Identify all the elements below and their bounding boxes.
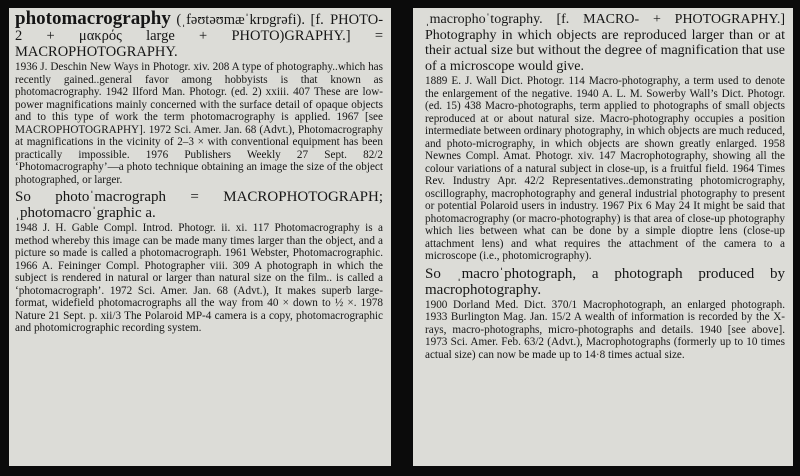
right-page-column bbox=[413, 8, 793, 466]
pronunciation: (ˌfəʊtəʊmæˈkrɒgrəfi). bbox=[176, 12, 305, 28]
quotation-block: 1900 Dorland Med. Dict. 370/1 Macrophotograph, an enlarged photograph. 1933 Burlington Mag. Jan. 15/2 A wealth of information is recorded by the X-rays, macro-photographs, micro-photographs and details. 1940 [see above]. 1973 Sci. Amer. Feb. 63/2 (Advt.), Macrophotographs (formerly up to 10 times actual size) can now be made up to 14·8 times actual size. bbox=[425, 298, 785, 361]
quotation-block: 1948 J. H. Gable Compl. Introd. Photogr. ii. xi. 117 Photomacrography is a method whereby this image can be made many times larger than the object, and a picture so made is called a photomacrograph. 1961 Webster, Photomacrographic. 1966 A. Feininger Compl. Photographer viii. 309 A photograph in which the subject is rendered in natural or larger than natural size on the film.. is called a ‘photomacrograph’. 1972 Sci. Amer. Jan. 68 (Advt.), It makes superb large-format, widefield photomacrographs all the way from 40 × down to ½ ×. 1978 Nature 21 Sept. p. xii/3 The Polaroid MP-4 camera is a copy, photomacrographic and photomicrographic recording system. bbox=[15, 222, 383, 334]
definition: ˌmacrophoˈtography. [f. MACRO- + PHOTOGRAPHY.] Photography in which objects are reproduced larger than or at their actual size but without the degree of magnification that use of a microscope would give. bbox=[425, 12, 785, 74]
headword: photomacrography bbox=[15, 8, 171, 29]
sub-entry: So ˌmacroˈphotograph, a photograph produced by macrophotography. bbox=[425, 265, 785, 298]
etymology: [f. PHOTO- 2 + μακρός large + PHOTO)GRAPHY.] = MACROPHOTOGRAPHY. bbox=[15, 12, 384, 60]
quotation-block: 1936 J. Deschin New Ways in Photogr. xiv. 208 A type of photography..which has recently gained..general favor among hobbyists is that known as photomacrography. 1942 Ilford Man. Photogr. (ed. 2) xxiii. 407 These are low-power magnifications mainly concerned with the surface detail of opaque objects and to this type of work the term photomacrography is applied. 1967 [see MACROPHOTOGRAPHY]. 1972 Sci. Amer. Jan. 68 (Advt.), Photomacrography at magnifications in the vicinity of 2–3 × with conventional equipment has been practically impossible. 1976 Publishers Weekly 27 Sept. 82/2 ‘Photomacrography’—a photo technique obtaining an image the size of the object photographed, or larger. bbox=[15, 61, 383, 186]
sub-entry: So photoˈmacrograph = MACROPHOTOGRAPH; ˌphotomacroˈgraphic a. bbox=[15, 189, 383, 221]
quotation-block: 1889 E. J. Wall Dict. Photogr. 114 Macro-photography, a term used to denote the enlargement of the negative. 1940 A. L. M. Sowerby Wall’s Dict. Photogr. (ed. 15) 438 Macro-photographs, term applied to photographs of small objects reproduced at or about natural size. Macro-photography occupies a position intermediate between ordinary photography, in which objects are much reduced, and photo-micrography, in which objects are shown greatly enlarged. 1958 Newnes Compl. Amat. Photogr. xiv. 147 Macrophotography, showing all the colour variations of a natural subject in close-up, is a fruitful field. 1964 Times Rev. Industry Apr. 42/2 Representatives..demonstrating photomicrography, oscillography, macrophotography and general industrial photography to present or potential Polaroid users in industry. 1967 Pix 6 May 24 It might be said that photomacrography (or macro-photography) is that area of close-up photography which lies between what can be done by a simple dioptre lens (close-up attachment lens) and what requires the attachment of the camera to a microscope (i.e., photomicrography). bbox=[425, 75, 785, 263]
entry-header bbox=[15, 8, 384, 60]
left-page-column bbox=[9, 8, 391, 466]
